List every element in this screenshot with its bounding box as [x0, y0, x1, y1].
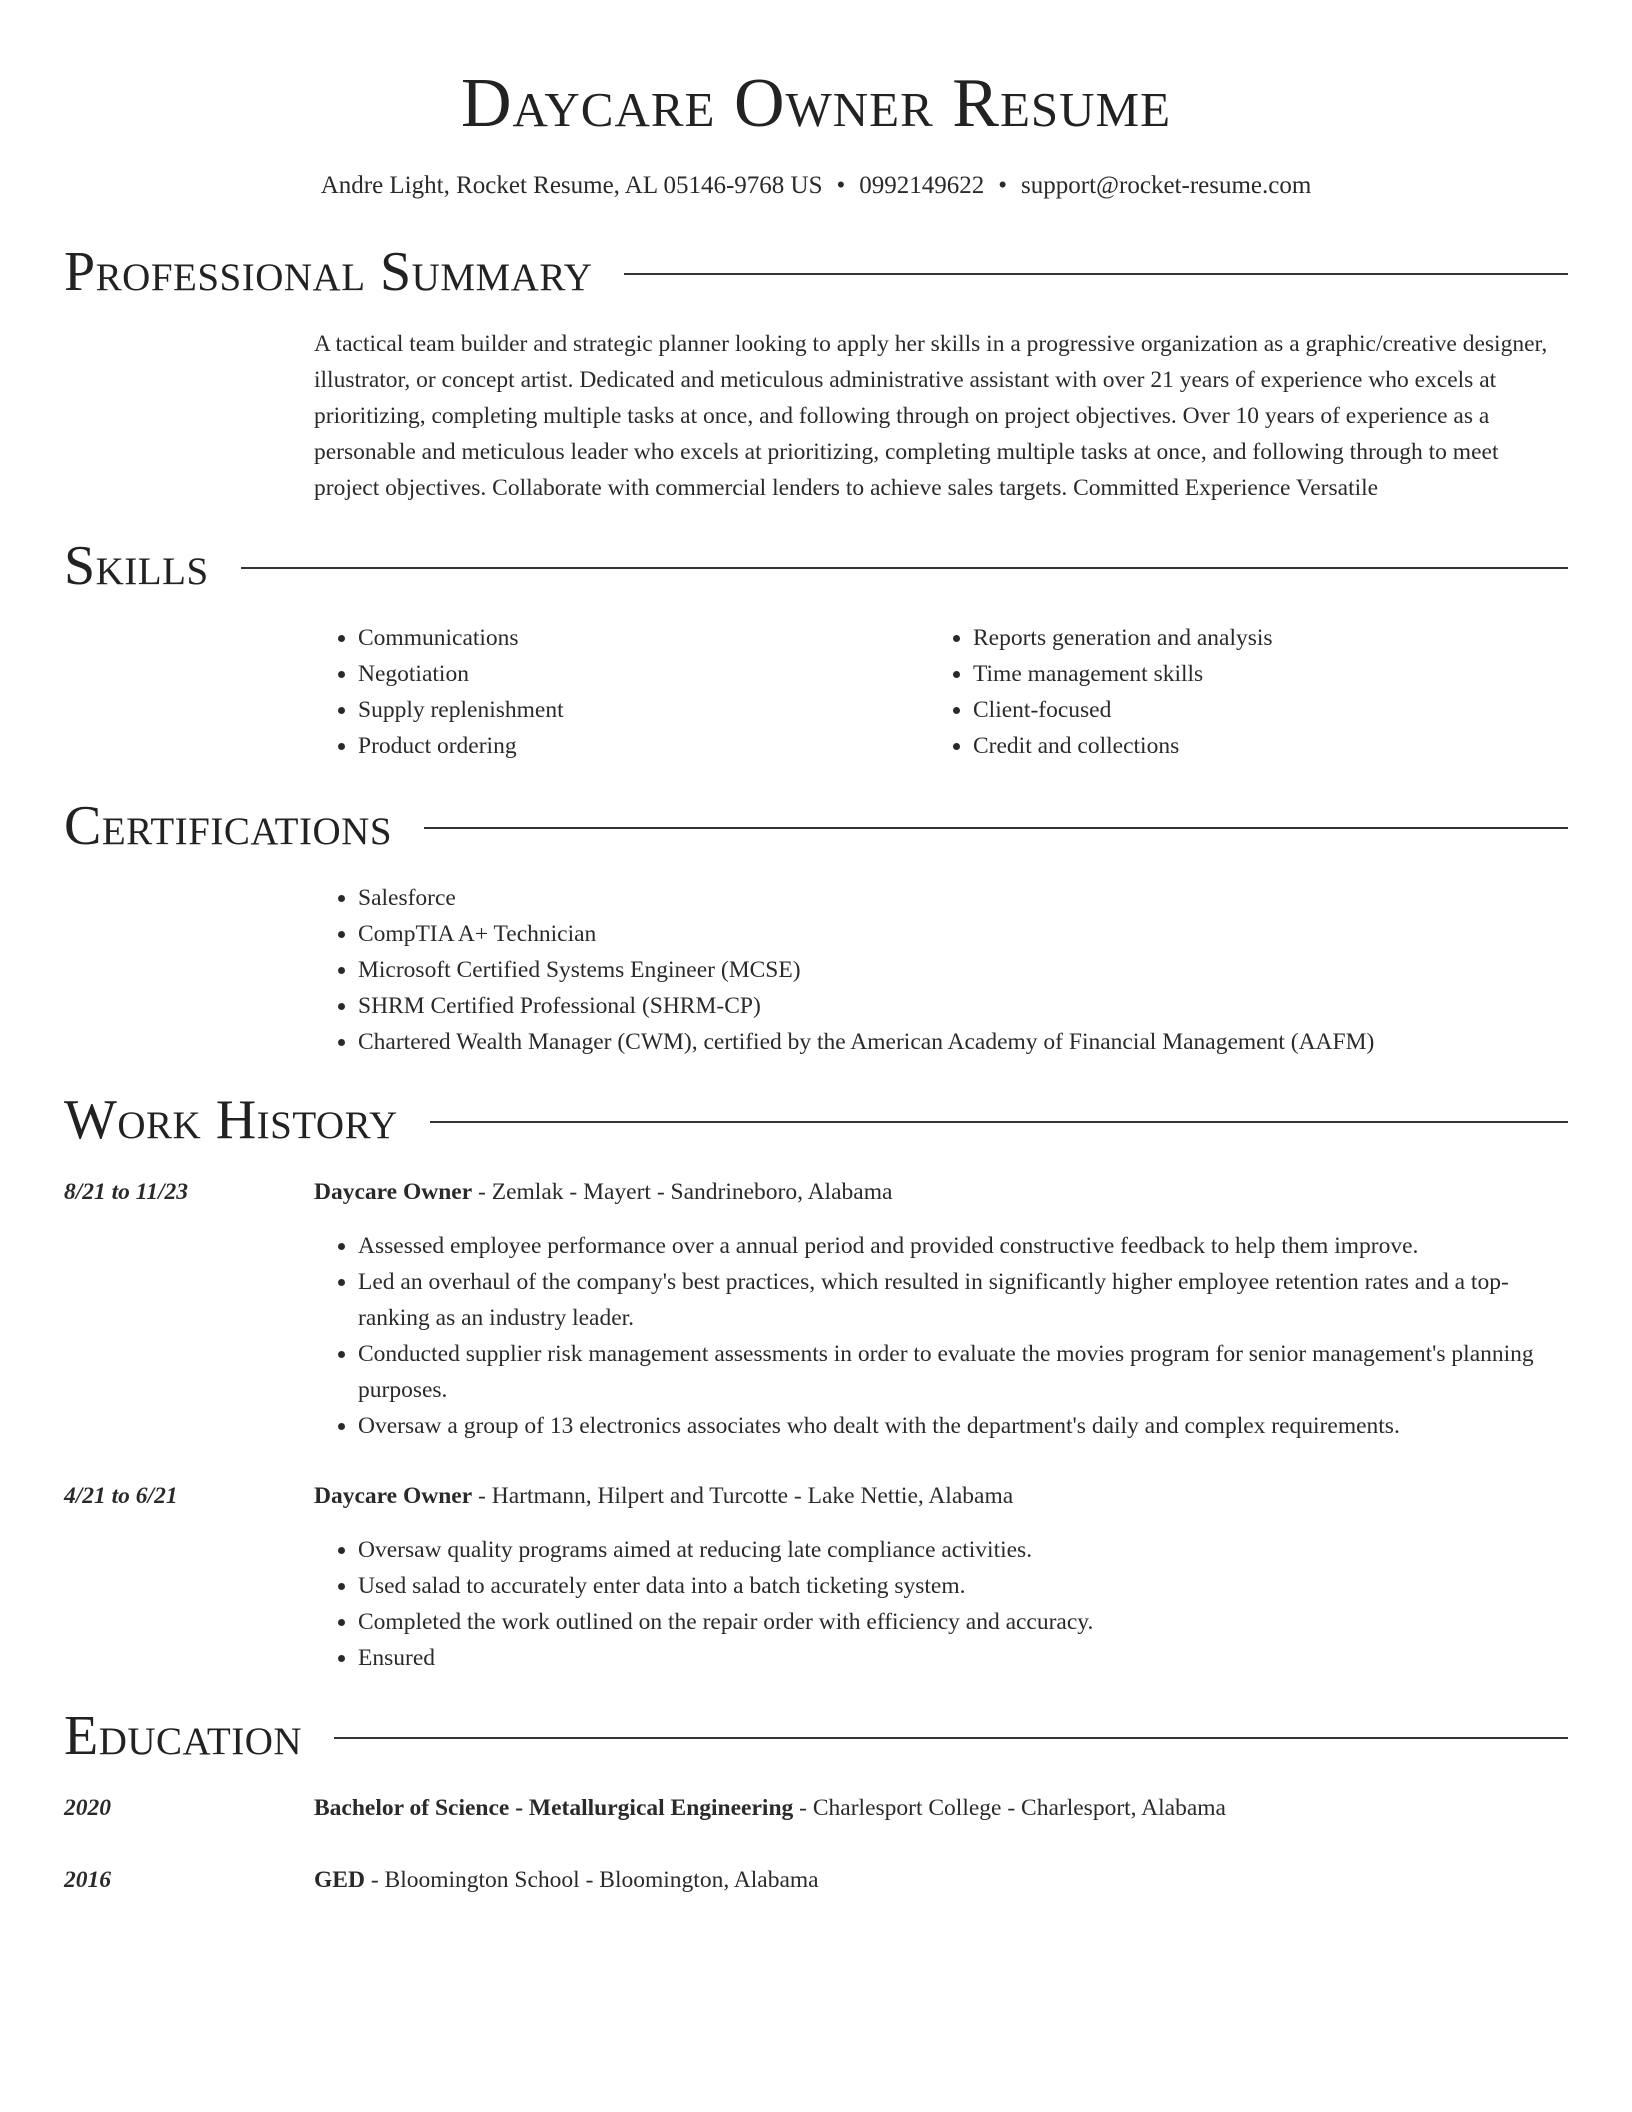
resume-title: Daycare Owner Resume — [460, 65, 1172, 142]
certification-item: • Chartered Wealth Manager (CWM), certified by the American Academy of Financial Management (AAFM) — [358, 1024, 1568, 1060]
job-bullet: • Led an overhaul of the company's best practices, which resulted in significantly higher employee retention rates and a top-ranking as an industry leader. — [358, 1264, 1568, 1336]
skills-column-left — [314, 620, 929, 764]
education-school: - Bloomington School - Bloomington, Alabama — [364, 1867, 819, 1893]
certifications-list — [314, 880, 1568, 1060]
skill-item: • Reports generation and analysis — [973, 620, 1544, 656]
section-title-education: Education — [64, 1705, 303, 1767]
contact-separator: • — [836, 172, 846, 199]
section-header-summary — [64, 240, 1568, 304]
section-title-summary: Professional Summary — [64, 241, 593, 303]
education-entry — [64, 1862, 1568, 1898]
certification-item: • Microsoft Certified Systems Engineer (MCSE) — [358, 952, 1568, 988]
section-divider — [424, 827, 1568, 829]
skill-item: • Client-focused — [973, 692, 1544, 728]
job-title: Daycare Owner — [314, 1179, 473, 1205]
skill-item: • Communications — [358, 620, 929, 656]
education-year: 2020 — [64, 1795, 111, 1821]
certification-item: • CompTIA A+ Technician — [358, 916, 1568, 952]
summary-text: A tactical team builder and strategic planner looking to apply her skills in a progressive organization as a graphic/creative designer, illustrator, or concept artist. Dedicated and meticulous administrative assistant with over 21 years of experience who excels at prioritizing, completing multiple tasks at once, and following through on project objectives. Over 10 years of experience as a personable and meticulous leader who excels at prioritizing, completing multiple tasks at once, and following through to meet project objectives. Collaborate with commercial lenders to achieve sales targets. Committed Experience Versatile — [314, 331, 1548, 501]
education-body — [314, 1862, 1568, 1898]
job-entry — [64, 1174, 1568, 1444]
job-employer: - Zemlak - Mayert - Sandrineboro, Alabama — [472, 1179, 893, 1205]
contact-email[interactable]: support@rocket-resume.com — [1021, 172, 1312, 199]
skill-item: • Time management skills — [973, 656, 1544, 692]
education-entry — [64, 1790, 1568, 1826]
skills-column-right — [929, 620, 1544, 764]
job-bullet: • Assessed employee performance over a annual period and provided constructive feedback to help them improve. — [358, 1228, 1568, 1264]
job-dates: 4/21 to 6/21 — [64, 1483, 178, 1509]
section-divider — [334, 1737, 1568, 1739]
section-header-certifications — [64, 794, 1568, 858]
education-year: 2016 — [64, 1867, 111, 1893]
skill-item: • Negotiation — [358, 656, 929, 692]
job-bullet: • Oversaw quality programs aimed at reducing late compliance activities. — [358, 1532, 1568, 1568]
job-responsibilities — [314, 1228, 1568, 1444]
certification-item: • Salesforce — [358, 880, 1568, 916]
section-header-education — [64, 1704, 1568, 1768]
job-entry — [64, 1478, 1568, 1676]
job-bullet: • Ensured — [358, 1640, 1568, 1676]
contact-phone: 0992149622 — [859, 172, 985, 199]
skills-list — [314, 620, 1568, 764]
job-bullet: • Oversaw a group of 13 electronics associates who dealt with the department's daily and complex requirements. — [358, 1408, 1568, 1444]
section-title-work-history: Work History — [64, 1089, 398, 1151]
education-body — [314, 1790, 1568, 1826]
skill-item: • Credit and collections — [973, 728, 1544, 764]
contact-line — [64, 170, 1568, 202]
job-heading — [314, 1174, 1568, 1210]
job-dates: 8/21 to 11/23 — [64, 1179, 189, 1205]
education-degree: Bachelor of Science - Metallurgical Engineering — [314, 1795, 794, 1821]
job-body — [314, 1174, 1568, 1444]
certification-item: • SHRM Certified Professional (SHRM-CP) — [358, 988, 1568, 1024]
skill-item: • Supply replenishment — [358, 692, 929, 728]
section-header-work-history — [64, 1088, 1568, 1152]
job-body — [314, 1478, 1568, 1676]
job-employer: - Hartmann, Hilpert and Turcotte - Lake Nettie, Alabama — [472, 1483, 1014, 1509]
section-header-skills — [64, 534, 1568, 598]
education-degree: GED — [314, 1867, 365, 1893]
job-title: Daycare Owner — [314, 1483, 473, 1509]
skill-item: • Product ordering — [358, 728, 929, 764]
job-bullet: • Used salad to accurately enter data into a batch ticketing system. — [358, 1568, 1568, 1604]
section-divider — [624, 273, 1568, 275]
job-bullet: • Conducted supplier risk management assessments in order to evaluate the movies program for senior management's planning purposes. — [358, 1336, 1568, 1408]
section-title-skills: Skills — [64, 535, 209, 597]
section-divider — [241, 567, 1568, 569]
job-heading — [314, 1478, 1568, 1514]
job-bullet: • Completed the work outlined on the repair order with efficiency and accuracy. — [358, 1604, 1568, 1640]
contact-address: Andre Light, Rocket Resume, AL 05146-9768 US — [320, 172, 823, 199]
contact-separator: • — [998, 172, 1008, 199]
section-divider — [430, 1121, 1568, 1123]
job-responsibilities — [314, 1532, 1568, 1676]
section-title-certifications: Certifications — [64, 795, 393, 857]
education-school: - Charlesport College - Charlesport, Alabama — [793, 1795, 1226, 1821]
